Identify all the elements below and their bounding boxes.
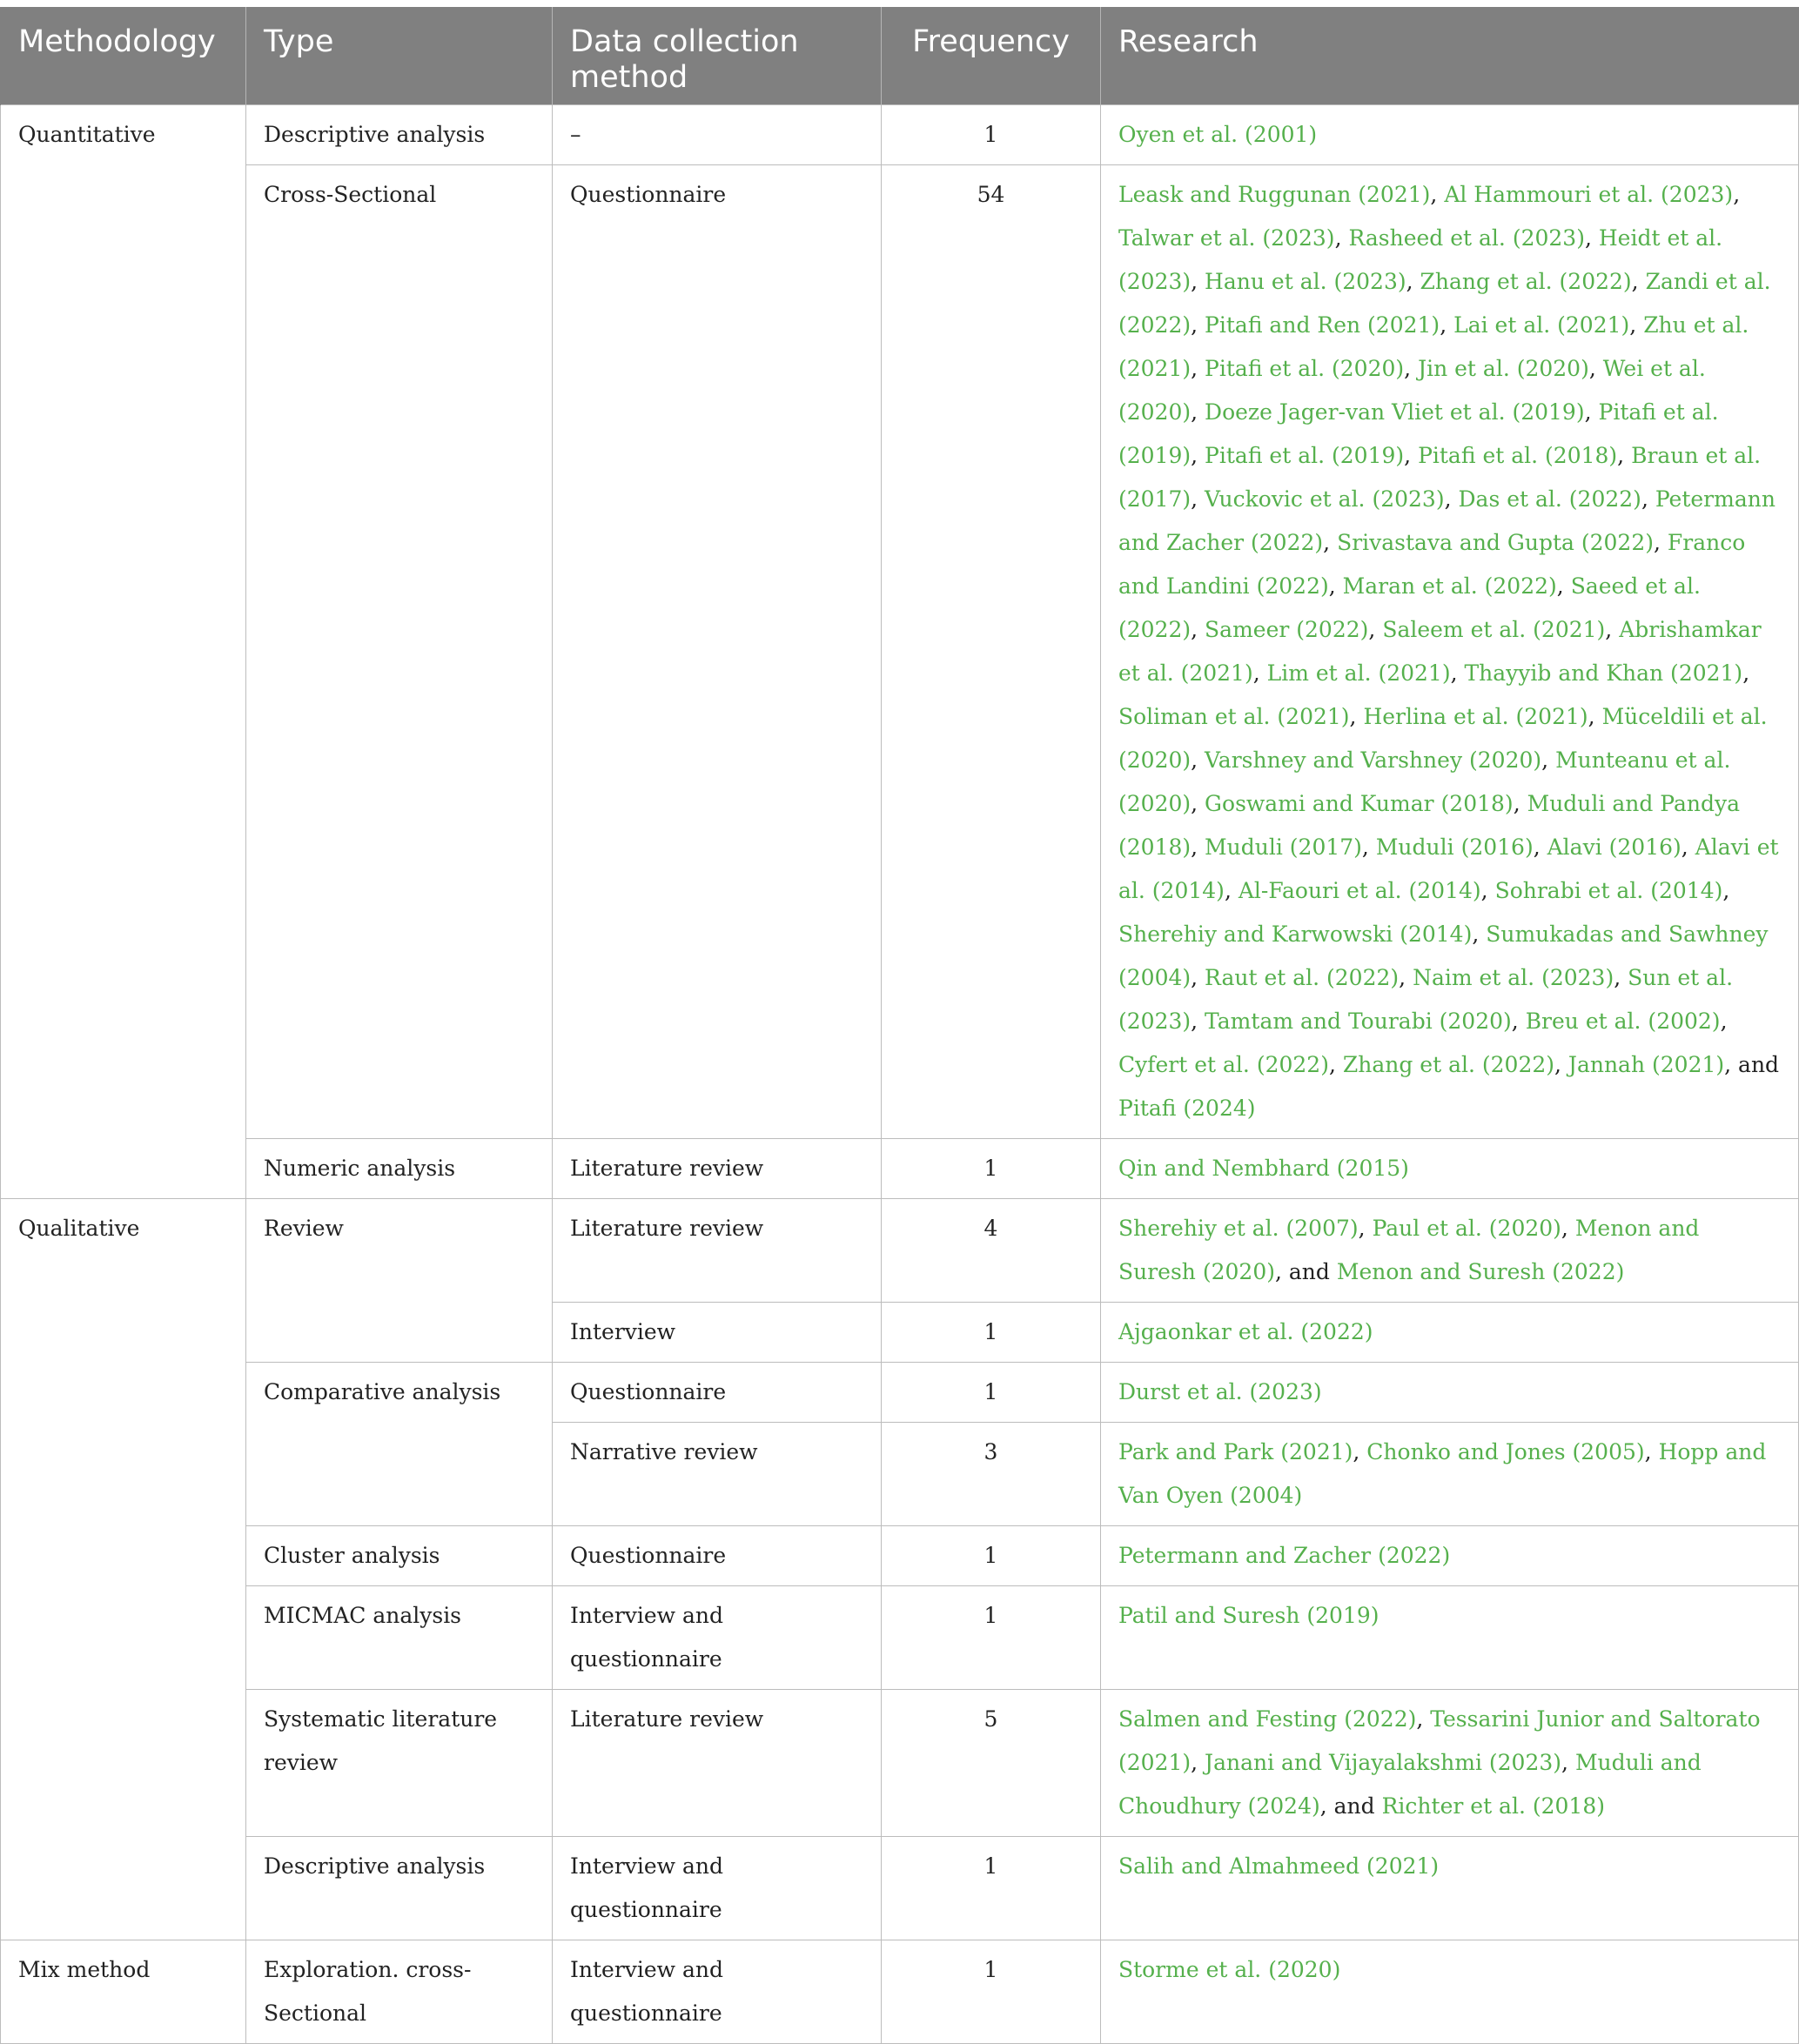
citation-separator: , xyxy=(1561,1750,1575,1775)
research-cell xyxy=(1101,1586,1799,1690)
citation-separator: , xyxy=(1653,530,1668,555)
citation-separator: , xyxy=(1361,834,1376,860)
research-cell xyxy=(1101,1690,1799,1837)
type-cell: Review xyxy=(246,1199,553,1363)
citation-separator: , xyxy=(1742,660,1750,686)
table-row xyxy=(1,105,1799,165)
method-cell: Interview and questionnaire xyxy=(553,1940,882,2044)
citation-separator: , xyxy=(1644,1439,1659,1464)
method-cell: Interview and questionnaire xyxy=(553,1837,882,1940)
citation-separator: , xyxy=(1191,965,1205,990)
citation-separator: , xyxy=(1617,443,1632,468)
citation-link[interactable]: Saeed et al. (2022) xyxy=(1118,573,1701,642)
citation-link[interactable]: Sherehiy and Karwowski (2014) xyxy=(1118,921,1473,947)
citation-separator: , and xyxy=(1724,1052,1780,1077)
citation-link[interactable]: Al-Faouri et al. (2014) xyxy=(1238,878,1481,903)
citation-link[interactable]: Pitafi (2024) xyxy=(1118,1096,1256,1121)
citation-link[interactable]: Leask and Ruggunan (2021) xyxy=(1118,182,1431,207)
research-cell xyxy=(1101,1139,1799,1199)
citation-link[interactable]: Menon and Suresh (2022) xyxy=(1336,1259,1625,1284)
method-cell: Literature review xyxy=(553,1139,882,1199)
frequency-cell: 3 xyxy=(882,1423,1101,1526)
citation-link[interactable]: Muduli and Choudhury (2024) xyxy=(1118,1750,1702,1819)
table-row xyxy=(1,1199,1799,1303)
citation-link[interactable]: Muduli (2016) xyxy=(1375,834,1534,860)
citation-link[interactable]: Naim et al. (2023) xyxy=(1413,965,1614,990)
type-cell: Numeric analysis xyxy=(246,1139,553,1199)
citation-separator: , xyxy=(1588,356,1603,381)
citation-separator: , xyxy=(1450,660,1465,686)
citation-separator: , xyxy=(1191,399,1205,425)
citation-link[interactable]: Patil and Suresh (2019) xyxy=(1118,1603,1379,1628)
citation-link[interactable]: Varshney and Varshney (2020) xyxy=(1205,747,1542,773)
citation-separator: , xyxy=(1733,182,1741,207)
citation-separator: , xyxy=(1191,617,1205,642)
citation-link[interactable]: Park and Park (2021) xyxy=(1118,1439,1353,1464)
type-cell: Comparative analysis xyxy=(246,1363,553,1526)
citation-link[interactable]: Al Hammouri et al. (2023) xyxy=(1444,182,1734,207)
method-cell: Interview and questionnaire xyxy=(553,1586,882,1690)
citation-separator: , xyxy=(1511,1009,1526,1034)
citation-link[interactable]: Pitafi et al. (2019) xyxy=(1205,443,1405,468)
citation-separator: , xyxy=(1430,182,1445,207)
citation-separator: , xyxy=(1191,486,1205,512)
citation-separator: , xyxy=(1605,617,1620,642)
table-row xyxy=(1,1837,1799,1940)
methodology-table xyxy=(0,7,1799,2044)
header-type: Type xyxy=(246,7,553,105)
citation-separator: , xyxy=(1368,617,1383,642)
research-cell xyxy=(1101,1423,1799,1526)
frequency-cell: 1 xyxy=(882,1139,1101,1199)
method-cell: Questionnaire xyxy=(553,1363,882,1423)
citation-link[interactable]: Lim et al. (2021) xyxy=(1266,660,1451,686)
citation-link[interactable]: Menon and Suresh (2020) xyxy=(1118,1216,1700,1284)
citation-separator: , xyxy=(1561,1216,1575,1241)
citation-link[interactable]: Sumukadas and Sawhney (2004) xyxy=(1118,921,1769,990)
frequency-cell: 1 xyxy=(882,1837,1101,1940)
citation-separator: , xyxy=(1513,791,1527,816)
citation-separator: , xyxy=(1444,486,1459,512)
citation-link[interactable]: Srivastava and Gupta (2022) xyxy=(1337,530,1654,555)
citation-link[interactable]: Qin and Nembhard (2015) xyxy=(1118,1156,1409,1181)
citation-separator: , xyxy=(1191,1009,1205,1034)
citation-separator: , xyxy=(1191,791,1205,816)
citation-separator: , xyxy=(1629,312,1644,338)
citation-link[interactable]: Das et al. (2022) xyxy=(1458,486,1641,512)
research-cell xyxy=(1101,1837,1799,1940)
table-row xyxy=(1,1526,1799,1586)
citation-separator: , xyxy=(1191,834,1205,860)
method-cell: Literature review xyxy=(553,1690,882,1837)
citation-separator: , xyxy=(1191,312,1205,338)
table-row xyxy=(1,165,1799,1139)
citation-link[interactable]: Pitafi et al. (2019) xyxy=(1118,399,1719,468)
method-cell: Literature review xyxy=(553,1199,882,1303)
citation-link[interactable]: Müceldili et al. (2020) xyxy=(1118,704,1768,773)
citation-separator: , xyxy=(1631,269,1646,294)
method-cell: – xyxy=(553,105,882,165)
citation-separator: , xyxy=(1191,1750,1205,1775)
citation-separator: , xyxy=(1541,747,1556,773)
citation-link[interactable]: Jin et al. (2020) xyxy=(1418,356,1589,381)
citation-separator: , xyxy=(1584,225,1599,251)
research-cell xyxy=(1101,105,1799,165)
citation-separator: , xyxy=(1323,530,1338,555)
citation-link[interactable]: Hanu et al. (2023) xyxy=(1205,269,1406,294)
citation-link[interactable]: Goswami and Kumar (2018) xyxy=(1205,791,1514,816)
citation-link[interactable]: Paul et al. (2020) xyxy=(1372,1216,1561,1241)
citation-separator: , xyxy=(1334,225,1349,251)
citation-link[interactable]: Jannah (2021) xyxy=(1567,1052,1725,1077)
header-research: Research xyxy=(1101,7,1799,105)
header-data-collection-method: Data collection method xyxy=(553,7,882,105)
citation-separator: , xyxy=(1191,269,1205,294)
citation-link[interactable]: Janani and Vijayalakshmi (2023) xyxy=(1205,1750,1562,1775)
frequency-cell: 1 xyxy=(882,105,1101,165)
citation-separator: , xyxy=(1399,965,1413,990)
type-cell: Cross-Sectional xyxy=(246,165,553,1139)
table-row xyxy=(1,1586,1799,1690)
citation-link[interactable]: Talwar et al. (2023) xyxy=(1118,225,1335,251)
citation-separator: , xyxy=(1224,878,1238,903)
citation-link[interactable]: Herlina et al. (2021) xyxy=(1363,704,1588,729)
header-methodology: Methodology xyxy=(1,7,246,105)
citation-separator: , xyxy=(1472,921,1487,947)
citation-link[interactable]: Rasheed et al. (2023) xyxy=(1348,225,1585,251)
citation-link[interactable]: Abrishamkar et al. (2021) xyxy=(1118,617,1762,686)
citation-separator: , xyxy=(1614,965,1628,990)
citation-link[interactable]: Raut et al. (2022) xyxy=(1205,965,1400,990)
research-cell xyxy=(1101,165,1799,1139)
methodology-cell-qualitative: Qualitative xyxy=(1,1199,246,1940)
citation-separator: , xyxy=(1404,443,1419,468)
citation-link[interactable]: Maran et al. (2022) xyxy=(1342,573,1557,599)
research-cell xyxy=(1101,1303,1799,1363)
citation-link[interactable]: Heidt et al. (2023) xyxy=(1118,225,1723,294)
citation-link[interactable]: Pitafi and Ren (2021) xyxy=(1205,312,1440,338)
citation-separator: , xyxy=(1349,704,1364,729)
citation-link[interactable]: Pitafi et al. (2020) xyxy=(1205,356,1405,381)
research-cell xyxy=(1101,1363,1799,1423)
citation-separator: , xyxy=(1416,1706,1431,1732)
citation-link[interactable]: Ajgaonkar et al. (2022) xyxy=(1118,1319,1373,1344)
citation-link[interactable]: Petermann and Zacher (2022) xyxy=(1118,486,1776,555)
type-cell: MICMAC analysis xyxy=(246,1586,553,1690)
citation-link[interactable]: Thayyib and Khan (2021) xyxy=(1464,660,1743,686)
citation-separator: , xyxy=(1554,1052,1568,1077)
citation-link[interactable]: Lai et al. (2021) xyxy=(1453,312,1630,338)
research-cell xyxy=(1101,1199,1799,1303)
citation-link[interactable]: Sameer (2022) xyxy=(1205,617,1369,642)
citation-separator: , xyxy=(1584,399,1599,425)
citation-link[interactable]: Braun et al. (2017) xyxy=(1118,443,1762,512)
citation-separator: , xyxy=(1722,878,1730,903)
citation-link[interactable]: Cyfert et al. (2022) xyxy=(1118,1052,1329,1077)
citation-link[interactable]: Salmen and Festing (2022) xyxy=(1118,1706,1417,1732)
citation-link[interactable]: Petermann and Zacher (2022) xyxy=(1118,1543,1451,1568)
methodology-cell-quantitative: Quantitative xyxy=(1,105,246,1199)
citation-link[interactable]: Hopp and Van Oyen (2004) xyxy=(1118,1439,1767,1508)
citation-link[interactable]: Zhu et al. (2021) xyxy=(1118,312,1749,381)
citation-link[interactable]: Sohrabi et al. (2014) xyxy=(1494,878,1723,903)
method-cell: Interview xyxy=(553,1303,882,1363)
citation-separator: , xyxy=(1404,356,1419,381)
citation-link[interactable]: Sun et al. (2023) xyxy=(1118,965,1734,1034)
citation-link[interactable]: Zandi et al. (2022) xyxy=(1118,269,1771,338)
table-row xyxy=(1,1363,1799,1423)
citation-link[interactable]: Muduli (2017) xyxy=(1205,834,1362,860)
frequency-cell: 1 xyxy=(882,1526,1101,1586)
citation-separator: , xyxy=(1480,878,1495,903)
citation-link[interactable]: Franco and Landini (2022) xyxy=(1118,530,1746,599)
research-cell xyxy=(1101,1940,1799,2044)
table-row xyxy=(1,1940,1799,2044)
citation-link[interactable]: Tessarini Junior and Saltorato (2021) xyxy=(1118,1706,1761,1775)
type-cell: Exploration. cross-Sectional xyxy=(246,1940,553,2044)
citation-separator: , xyxy=(1328,573,1343,599)
citation-link[interactable]: Sherehiy et al. (2007) xyxy=(1118,1216,1359,1241)
citation-link[interactable]: Vuckovic et al. (2023) xyxy=(1205,486,1445,512)
header-frequency: Frequency xyxy=(882,7,1101,105)
citation-link[interactable]: Soliman et al. (2021) xyxy=(1118,704,1350,729)
frequency-cell: 1 xyxy=(882,1940,1101,2044)
citation-link[interactable]: Pitafi et al. (2018) xyxy=(1418,443,1618,468)
citation-separator: , xyxy=(1353,1439,1367,1464)
citation-link[interactable]: Tamtam and Tourabi (2020) xyxy=(1205,1009,1512,1034)
frequency-cell: 54 xyxy=(882,165,1101,1139)
citation-separator: , xyxy=(1720,1009,1728,1034)
type-cell: Systematic literature review xyxy=(246,1690,553,1837)
frequency-cell: 5 xyxy=(882,1690,1101,1837)
type-cell: Cluster analysis xyxy=(246,1526,553,1586)
citation-link[interactable]: Zhang et al. (2022) xyxy=(1420,269,1632,294)
method-cell: Questionnaire xyxy=(553,1526,882,1586)
method-cell: Questionnaire xyxy=(553,165,882,1139)
citation-separator: , xyxy=(1191,356,1205,381)
citation-link[interactable]: Doeze Jager-van Vliet et al. (2019) xyxy=(1205,399,1585,425)
type-cell: Descriptive analysis xyxy=(246,1837,553,1940)
citation-separator: , xyxy=(1191,443,1205,468)
research-cell xyxy=(1101,1526,1799,1586)
citation-separator: , xyxy=(1328,1052,1343,1077)
citation-separator: , xyxy=(1191,747,1205,773)
citation-separator: , and xyxy=(1319,1793,1382,1819)
citation-link[interactable]: Saleem et al. (2021) xyxy=(1382,617,1606,642)
type-cell: Descriptive analysis xyxy=(246,105,553,165)
table-row xyxy=(1,1139,1799,1199)
citation-separator: , xyxy=(1406,269,1420,294)
citation-link[interactable]: Storme et al. (2020) xyxy=(1118,1957,1341,1982)
citation-separator: , xyxy=(1440,312,1454,338)
citation-separator: , xyxy=(1533,834,1547,860)
citation-link[interactable]: Alavi et al. (2014) xyxy=(1118,834,1779,903)
frequency-cell: 1 xyxy=(882,1303,1101,1363)
methodology-cell-mix: Mix method xyxy=(1,1940,246,2044)
citation-link[interactable]: Salih and Almahmeed (2021) xyxy=(1118,1853,1440,1879)
citation-link[interactable]: Durst et al. (2023) xyxy=(1118,1379,1322,1404)
table-row xyxy=(1,1690,1799,1837)
citation-link[interactable]: Wei et al. (2020) xyxy=(1118,356,1706,425)
header-row xyxy=(1,7,1799,105)
citation-link[interactable]: Chonko and Jones (2005) xyxy=(1366,1439,1645,1464)
citation-link[interactable]: Zhang et al. (2022) xyxy=(1342,1052,1555,1077)
citation-link[interactable]: Munteanu et al. (2020) xyxy=(1118,747,1731,816)
citation-separator: , xyxy=(1588,704,1602,729)
citation-separator: , and xyxy=(1274,1259,1337,1284)
citation-separator: , xyxy=(1556,573,1571,599)
frequency-cell: 1 xyxy=(882,1363,1101,1423)
citation-link[interactable]: Alavi (2016) xyxy=(1547,834,1682,860)
citation-separator: , xyxy=(1641,486,1655,512)
citation-link[interactable]: Oyen et al. (2001) xyxy=(1118,122,1318,147)
citation-link[interactable]: Muduli and Pandya (2018) xyxy=(1118,791,1741,860)
frequency-cell: 4 xyxy=(882,1199,1101,1303)
citation-separator: , xyxy=(1681,834,1695,860)
frequency-cell: 1 xyxy=(882,1586,1101,1690)
citation-separator: , xyxy=(1358,1216,1373,1241)
citation-link[interactable]: Breu et al. (2002) xyxy=(1525,1009,1721,1034)
citation-separator: , xyxy=(1252,660,1267,686)
citation-link[interactable]: Richter et al. (2018) xyxy=(1381,1793,1605,1819)
method-cell: Narrative review xyxy=(553,1423,882,1526)
